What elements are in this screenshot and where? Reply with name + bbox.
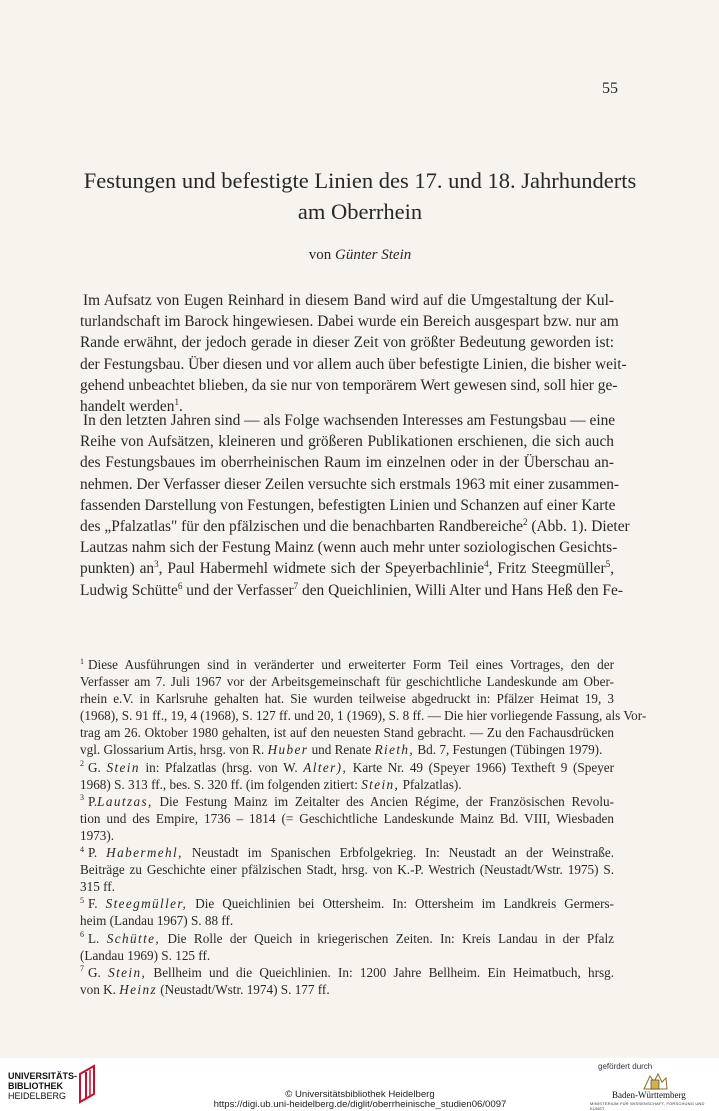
footnote-number: 5: [80, 895, 84, 905]
footnote-ref[interactable]: 5: [605, 559, 611, 570]
library-emblem-icon: [76, 1064, 100, 1104]
funder-name[interactable]: Baden-Württemberg: [612, 1090, 686, 1100]
body-line: [80, 516, 630, 537]
funder-subtitle: MINISTERIUM FÜR WISSENSCHAFT, FORSCHUNG UND KUNST: [590, 1101, 705, 1111]
body-text-fragment: ,: [610, 560, 614, 578]
library-logo[interactable]: [8, 1071, 77, 1101]
body-text-fragment: des „Pfalzatlas" für den pfälzischen und die benachbarten Randbereiche: [80, 518, 524, 536]
cited-author: Huber: [267, 742, 309, 758]
footnote-number: 2: [80, 759, 84, 769]
cited-author: Habermehl,: [106, 845, 183, 861]
footnote-line: rhein e.V. in Karlsruhe gehalten hat. Sie wurden teilweise abgedruckt in: Pfälzer Heimat 19, 3: [80, 691, 614, 707]
footnote-text: und Renate: [311, 742, 372, 758]
footnote-line: trag am 26. Oktober 1980 gehalten, ist auf den neuesten Stand gebracht. — Zu den Fachausdrücken: [80, 725, 614, 741]
body-line: [80, 580, 623, 601]
footnote-line: [80, 981, 614, 998]
body-line: gehend unbeachtet blieben, da sie nur von temporärem Wert gewesen sind, soll hier ge-: [80, 376, 618, 394]
footnote-line: Verfasser am 7. Juli 1967 vor der Arbeitsgemeinschaft für geschichtliche Landeskunde am Ober-: [80, 674, 614, 690]
footnote-text: (Neustadt/Wstr. 1974) S. 177 ff.: [160, 981, 330, 997]
byline: [60, 247, 660, 264]
cited-author: Rieth,: [374, 742, 415, 758]
footnote-number: 6: [80, 930, 84, 940]
footnote-text: Die Festung Mainz im Zeitalter des Ancien Régime, der Französischen Revolu-: [159, 793, 615, 809]
footnote-text: G.: [88, 964, 101, 980]
footnote-text: Neustadt im Spanischen Erbfolgekrieg. In: Neustadt an der Weinstraße.: [191, 845, 615, 861]
footnote-ref[interactable]: 6: [177, 580, 183, 591]
footnote-line: [80, 964, 614, 981]
footnote-text: Die Rolle der Queich in kriegerischen Zeiten. In: Kreis Landau in der Pfalz: [167, 930, 615, 946]
footnote-number: 1: [80, 656, 84, 666]
body-text-fragment: .: [178, 398, 183, 416]
library-name-line-3: HEIDELBERG: [8, 1091, 67, 1101]
footnote-text: Bellheim und die Queichlinien. In: 1200 Jahre Bellheim. Ein Heimatbuch, hrsg.: [153, 964, 615, 980]
body-line: Reihe von Aufsätzen, kleineren und größeren Publikationen erschienen, die sich auch: [80, 433, 614, 451]
footnote-text: Bd. 7, Festungen (Tübingen 1979).: [417, 742, 603, 758]
footnote-line: [80, 759, 614, 776]
footnote-number: 3: [80, 793, 84, 803]
cited-author: Stein: [106, 759, 140, 775]
footnote-text: von K.: [80, 981, 116, 997]
footnote-text: L.: [88, 930, 100, 946]
footnote-line: [80, 656, 614, 673]
footnote-ref[interactable]: 7: [293, 580, 299, 591]
footnote-ref[interactable]: 4: [484, 559, 489, 570]
state-crest-icon: [640, 1072, 670, 1090]
body-line: Im Aufsatz von Eugen Reinhard in diesem Band wird auf die Umgestaltung der Kul-: [83, 292, 614, 309]
body-line: [80, 558, 614, 579]
footnote-text: Die Queichlinien bei Ottersheim. In: Ottersheim im Landkreis Germers-: [195, 896, 615, 912]
body-text-fragment: Ludwig Schütte: [80, 581, 178, 599]
footnote-line: 1973).: [80, 827, 115, 843]
cited-author: Alter),: [303, 759, 348, 775]
body-line: In den letzten Jahren sind — als Folge wachsenden Interesses am Festungsbau — eine: [83, 412, 616, 429]
library-name-line-2: BIBLIOTHEK: [8, 1081, 63, 1091]
body-line: Rande erwähnt, der jedoch gerade in dieser Zeit von größter Bedeutung geworden ist:: [80, 334, 614, 352]
author-name: Günter Stein: [335, 247, 412, 263]
body-line: der Festungsbau. Über diesen und vor allem auch über befestigte Linien, die bisher weit-: [80, 355, 627, 373]
footnote-line: (Landau 1969) S. 125 ff.: [80, 947, 211, 963]
title-line-2: am Oberrhein: [297, 199, 423, 224]
footnote-text: F.: [88, 896, 98, 912]
footnote-number: 4: [80, 844, 84, 854]
footnote-ref[interactable]: 1: [174, 396, 179, 407]
body-text-fragment: (Abb. 1). Dieter: [527, 518, 630, 536]
funding-label: gefördert durch: [598, 1062, 653, 1071]
footnote-line: [80, 741, 614, 758]
body-text-fragment: handelt werden: [80, 398, 175, 416]
body-text-fragment: , Paul Habermehl widmete sich der Speyerbachlinie: [158, 560, 485, 578]
footnote-1: [80, 656, 647, 759]
body-text-fragment: und der Verfasser: [182, 581, 294, 599]
paragraph-1: [80, 290, 627, 417]
cited-author: Heinz: [119, 981, 157, 997]
body-line: Lautzas nahm sich der Festung Mainz (wenn auch mehr unter soziologischen Gesichts-: [80, 539, 618, 557]
body-line: des Festungsbaues im oberrheinischen Raum im einzelnen oder in der Überschau an-: [80, 454, 614, 472]
footnote-number: 7: [80, 964, 84, 974]
footnote-line: heim (Landau 1967) S. 88 ff.: [80, 913, 234, 929]
footnote-2: [80, 759, 614, 793]
footnote-6: [80, 930, 614, 964]
footnote-line: [80, 930, 614, 947]
copyright-notice: © Universitätsbibliothek Heidelberg: [285, 1089, 435, 1100]
paragraph-2: [80, 410, 630, 601]
footnote-line: 315 ff.: [80, 879, 115, 895]
footnote-line: [80, 776, 614, 793]
byline-prefix: von: [308, 247, 332, 263]
article-title: [60, 165, 660, 227]
footnote-text: G.: [88, 759, 101, 775]
footnote-7: [80, 964, 614, 998]
footnote-line: [80, 844, 614, 861]
footnote-line: tion und des Empire, 1736 – 1814 (= Geschichtliche Landeskunde Mainz Bd. VIII, Wiesbaden: [80, 810, 614, 826]
body-line: turlandschaft im Barock hingewiesen. Dabei wurde ein Bereich ausgespart bzw. nur am: [80, 313, 619, 331]
footnote-ref[interactable]: 2: [523, 516, 528, 527]
body-line: fassenden Darstellung von Festungen, befestigten Linien und Schanzen auf einer Karte: [80, 496, 616, 514]
library-name-line-1: UNIVERSITÄTS-: [8, 1071, 78, 1081]
footnote-text: P.: [88, 845, 98, 861]
footnote-text: 1968) S. 313 ff., bes. S. 320 ff. (im folgenden zitiert:: [80, 776, 358, 792]
cited-author: Stein,: [361, 776, 400, 792]
body-text-fragment: den Queichlinien, Willi Alter und Hans Heß den Fe-: [298, 581, 623, 599]
footnote-line: [80, 793, 614, 810]
footnote-text: Diese Ausführungen sind in veränderter und erweiterter Form Teil eines Vortrages, den der: [88, 657, 614, 672]
cited-author: Steegmüller,: [105, 896, 188, 912]
footnote-ref[interactable]: 3: [154, 559, 159, 570]
footnote-4: [80, 844, 614, 895]
footnote-text: vgl. Glossarium Artis, hrsg. von R.: [80, 742, 265, 758]
cited-author: Stein,: [108, 964, 147, 980]
footnote-text: Karte Nr. 49 (Speyer 1966) Textheft 9 (Speyer: [352, 759, 615, 775]
footnote-text: in: Pfalzatlas (hrsg. von W.: [145, 759, 298, 775]
cited-author: Schütte,: [106, 930, 161, 946]
footnote-text: P.: [88, 793, 98, 809]
footnote-line: [80, 895, 614, 912]
footnote-line: (1968), S. 91 ff., 19, 4 (1968), S. 127 ff. und 20, 1 (1969), S. 8 ff. — Die hier vorliegende Fassung, als Vor-: [80, 708, 647, 724]
title-line-1: Festungen und befestigte Linien des 17. und 18. Jahrhunderts: [83, 168, 637, 193]
footnote-3: [80, 793, 614, 844]
footnote-line: Beiträge zu Geschichte einer pfälzischen Stadt, hrsg. von K.-P. Westrich (Neustadt/Wstr. 1975) S.: [80, 862, 614, 878]
footnote-5: [80, 895, 614, 929]
body-line: nehmen. Der Verfasser dieser Zeilen versuchte sich erstmals 1963 mit einer zusammen-: [80, 475, 620, 493]
body-text-fragment: punkten) an: [80, 560, 155, 578]
source-url-link[interactable]: https://digi.ub.uni-heidelberg.de/diglit/oberrheinische_studien06/0097: [213, 1099, 507, 1110]
cited-author: Lautzas,: [97, 793, 153, 809]
body-text-fragment: , Fritz Steegmüller: [488, 560, 606, 578]
footnotes: [80, 656, 647, 998]
footnote-text: Pfalzatlas).: [402, 776, 462, 792]
page-number: 55: [602, 80, 618, 97]
